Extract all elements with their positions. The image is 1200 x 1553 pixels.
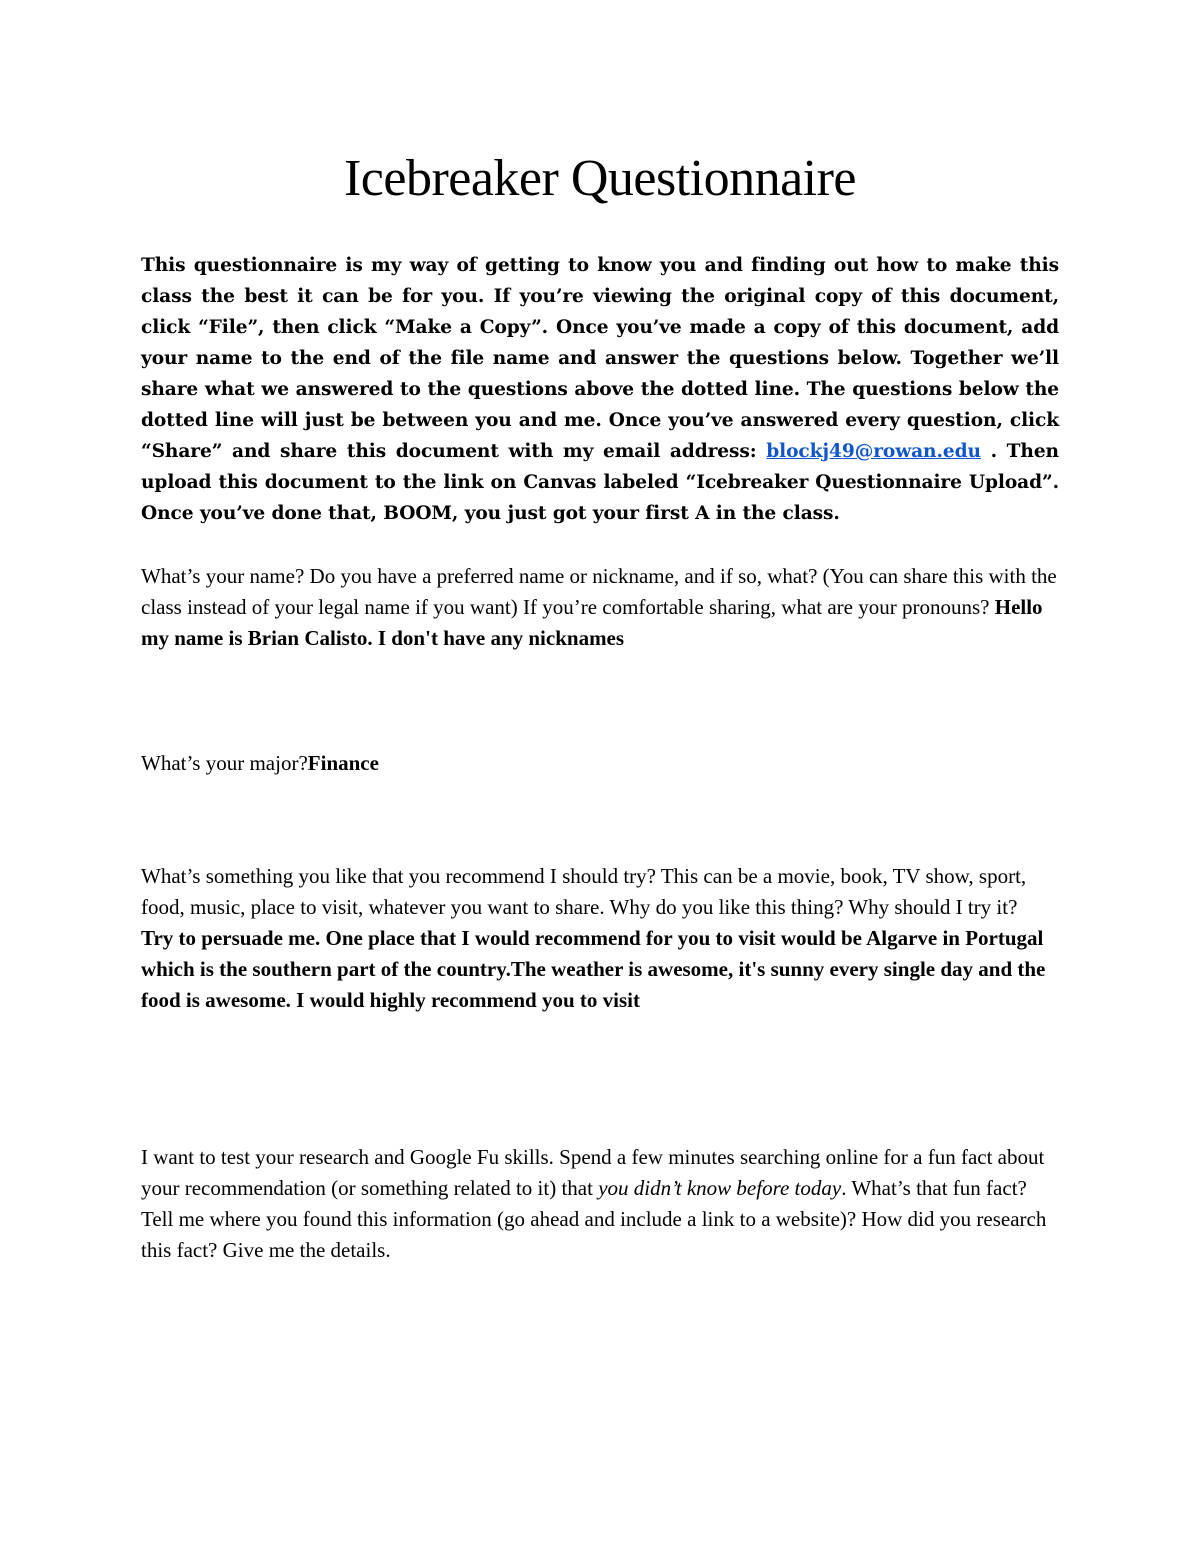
question-prompt-emphasis: you didn’t know before today — [598, 1176, 842, 1200]
question-prompt: What’s your name? Do you have a preferred name or nickname, and if so, what? (You can share this with the class instead of your legal name if you want) If you’re comfortable sharing, what are your pronouns? — [141, 564, 1057, 619]
question-prompt-end: . What’s that fun fact? Tell me where you found this information (go ahead and include a link to a website)? How did you research this fact? Give me the details. — [141, 1176, 1047, 1262]
question-answer: Hello my name is Brian Calisto. I don't have any nicknames — [141, 595, 1043, 650]
question-answer: Finance — [307, 751, 379, 775]
question-prompt: What’s something you like that you recommend I should try? This can be a movie, book, TV show, sport, food, music, place to visit, whatever you want to share. Why do you like this thing? Why should I try it? — [141, 864, 1027, 919]
intro-paragraph — [141, 250, 1059, 529]
question-name — [141, 561, 1059, 654]
question-answer: Try to persuade me. One place that I would recommend for you to visit would be Algarve in Portugal which is the southern part of the country.The weather is awesome, it's sunny every single day and the food is awesome. I would highly recommend you to visit — [141, 926, 1046, 1012]
email-link[interactable]: blockj49@rowan.edu — [766, 441, 981, 462]
question-prompt: What’s your major? — [141, 751, 308, 775]
document-title: Icebreaker Questionnaire — [343, 150, 857, 207]
intro-text-end: . Then upload this document to the link on Canvas labeled “Icebreaker Questionnaire Upload”. Once you’ve done that, BOOM, you just got your first A in the class. — [141, 441, 1059, 524]
question-prompt: I want to test your research and Google Fu skills. Spend a few minutes searching online for a fun fact about your recommendation (or something related to it) that — [141, 1145, 1045, 1200]
question-recommendation — [141, 861, 1053, 1016]
question-research — [141, 1142, 1053, 1266]
intro-text-start: This questionnaire is my way of getting to know you and finding out how to make this class the best it can be for you. If you’re viewing the original copy of this document, click “File”, then click “Make a Copy”. Once you’ve made a copy of this document, add your name to the end of the file name and answer the questions below. Together we’ll share what we answered to the questions above the dotted line. The questions below the dotted line will just be between you and me. Once you’ve answered every question, click “Share” and share this document with my email address: — [141, 255, 1059, 462]
question-major — [141, 748, 1059, 779]
